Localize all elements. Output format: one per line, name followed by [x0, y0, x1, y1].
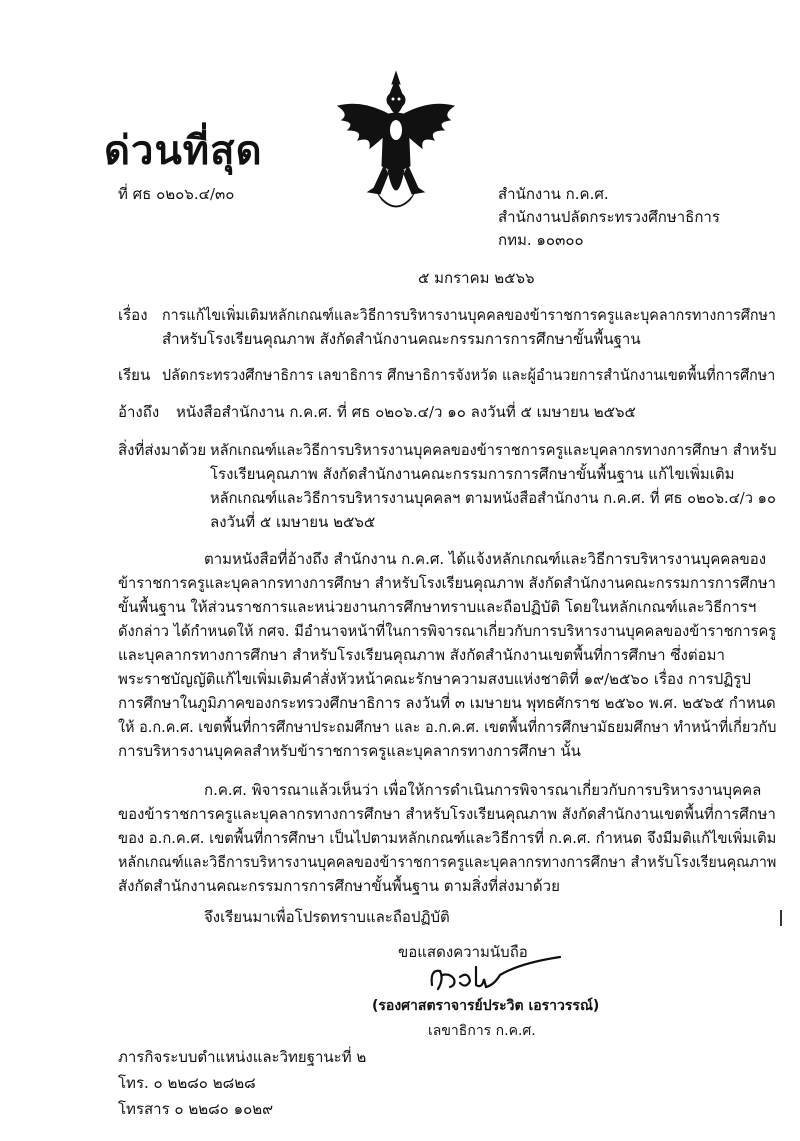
body-line: พระราชบัญญัติแก้ไขเพิ่มเติมคำสั่งหัวหน้าคณะรักษาความสงบแห่งชาติที่ ๑๙/๒๕๖๐ เรื่อง การปฏิรูป: [118, 670, 751, 688]
footer-unit: ภารกิจระบบตำแหน่งและวิทยฐานะที่ ๒: [118, 1048, 367, 1066]
subject-label: เรื่อง: [118, 306, 148, 324]
to-text: ปลัดกระทรวงศึกษาธิการ เลขาธิการ ศึกษาธิการจังหวัด และผู้อำนวยการสำนักงานเขตพื้นที่การศึกษา: [162, 366, 776, 384]
body-line: การบริหารงานบุคคลสำหรับข้าราชการครูและบุคลากรทางการศึกษา นั้น: [118, 742, 581, 760]
enclosure-label: สิ่งที่ส่งมาด้วย: [118, 441, 207, 459]
reference-number: ที่ ศธ ๐๒๐๖.๔/๓๐: [118, 185, 235, 203]
body-line: การศึกษาในภูมิภาคของกระทรวงศึกษาธิการ ลงวันที่ ๓ เมษายน พุทธศักราช ๒๕๖๐ พ.ศ. ๒๕๖๕ กำหนด: [118, 694, 776, 712]
signer-name: (รองศาสตราจารย์ประวิต เอราวรรณ์): [372, 998, 600, 1014]
body-line: ตามหนังสือที่อ้างถึง สำนักงาน ก.ค.ศ. ได้แจ้งหลักเกณฑ์และวิธีการบริหารงานบุคคลของ: [204, 550, 767, 568]
footer-tel: โทร. ๐ ๒๒๘๐ ๒๘๒๘: [118, 1074, 256, 1092]
office-name: สำนักงาน ก.ค.ศ.: [498, 185, 609, 203]
enclosure-line: หลักเกณฑ์และวิธีการบริหารงานบุคคลของข้าราชการครูและบุคลากรทางการศึกษา สำหรับ: [210, 441, 777, 459]
body-line: ของข้าราชการครูและบุคลากรทางการศึกษา สำหรับโรงเรียนคุณภาพ สังกัดสำนักงานเขตพื้นที่การศึกษา: [118, 805, 776, 823]
closing-request: จึงเรียนมาเพื่อโปรดทราบและถือปฏิบัติ: [204, 908, 450, 926]
body-line: ให้ อ.ก.ค.ศ. เขตพื้นที่การศึกษาประถมศึกษา และ อ.ก.ค.ศ. เขตพื้นที่การศึกษามัธยมศึกษา ทำหน้าที่เกี่ยวกับ: [118, 718, 777, 736]
letter-date: ๕ มกราคม ๒๕๖๖: [418, 269, 535, 287]
enclosure-line: หลักเกณฑ์และวิธีการบริหารงานบุคคลฯ ตามหนังสือสำนักงาน ก.ค.ศ. ที่ ศธ ๐๒๐๖.๔/ว ๑๐: [210, 489, 776, 507]
body-line: ก.ค.ศ. พิจารณาแล้วเห็นว่า เพื่อให้การดำเนินการพิจารณาเกี่ยวกับการบริหารงานบุคคล: [204, 781, 762, 799]
enclosure-line: โรงเรียนคุณภาพ สังกัดสำนักงานคณะกรรมการการศึกษาขั้นพื้นฐาน แก้ไขเพิ่มเติม: [210, 465, 735, 483]
reference-text: หนังสือสำนักงาน ก.ค.ศ. ที่ ศธ ๐๒๐๖.๔/ว ๑๐ ลงวันที่ ๕ เมษายน ๒๕๖๕: [176, 403, 636, 421]
body-line: ของ อ.ก.ค.ศ. เขตพื้นที่การศึกษา เป็นไปตามหลักเกณฑ์และวิธีการที่ ก.ค.ศ. กำหนด จึงมีมติแก้ไขเพิ่มเติม: [118, 829, 777, 847]
signer-position: เลขาธิการ ก.ค.ศ.: [428, 1023, 536, 1039]
office-ministry: สำนักงานปลัดกระทรวงศึกษาธิการ: [498, 208, 720, 226]
urgency-heading: ด่วนที่สุด: [104, 128, 263, 174]
body-line: ดังกล่าว ได้กำหนดให้ กศจ. มีอำนาจหน้าที่ในการพิจารณาเกี่ยวกับการบริหารงานบุคคลของข้าราชการครู: [118, 622, 777, 640]
closing-salutation: ขอแสดงความนับถือ: [398, 943, 528, 961]
handwritten-signature: [420, 955, 570, 995]
garuda-emblem-icon: [332, 70, 460, 220]
subject-line: สำหรับโรงเรียนคุณภาพ สังกัดสำนักงานคณะกรรมการการศึกษาขั้นพื้นฐาน: [162, 330, 641, 348]
footer-fax: โทรสาร ๐ ๒๒๘๐ ๑๐๒๙: [118, 1100, 274, 1118]
to-label: เรียน: [118, 366, 151, 384]
enclosure-line: ลงวันที่ ๕ เมษายน ๒๕๖๕: [210, 513, 376, 531]
margin-mark: [780, 910, 786, 926]
body-line: และบุคลากรทางการศึกษา สำหรับโรงเรียนคุณภาพ สังกัดสำนักงานเขตพื้นที่การศึกษา ซึ่งต่อมา: [118, 646, 725, 664]
body-line: สังกัดสำนักงานคณะกรรมการการศึกษาขั้นพื้นฐาน ตามสิ่งที่ส่งมาด้วย: [118, 877, 560, 895]
body-line: หลักเกณฑ์และวิธีการบริหารงานบุคคลของข้าราชการครูและบุคลากรทางการศึกษา สำหรับโรงเรียนคุณภาพ: [118, 853, 777, 871]
reference-label: อ้างถึง: [118, 403, 160, 421]
body-line: ข้าราชการครูและบุคลากรทางการศึกษา สำหรับโรงเรียนคุณภาพ สังกัดสำนักงานคณะกรรมการการศึกษา: [118, 574, 776, 592]
subject-line: การแก้ไขเพิ่มเติมหลักเกณฑ์และวิธีการบริหารงานบุคคลของข้าราชการครูและบุคลากรทางการศึกษา: [162, 306, 776, 324]
office-postcode: กทม. ๑๐๓๐๐: [498, 231, 584, 249]
body-line: ขั้นพื้นฐาน ให้ส่วนราชการและหน่วยงานการศึกษาทราบและถือปฏิบัติ โดยในหลักเกณฑ์และวิธีการฯ: [118, 598, 757, 616]
